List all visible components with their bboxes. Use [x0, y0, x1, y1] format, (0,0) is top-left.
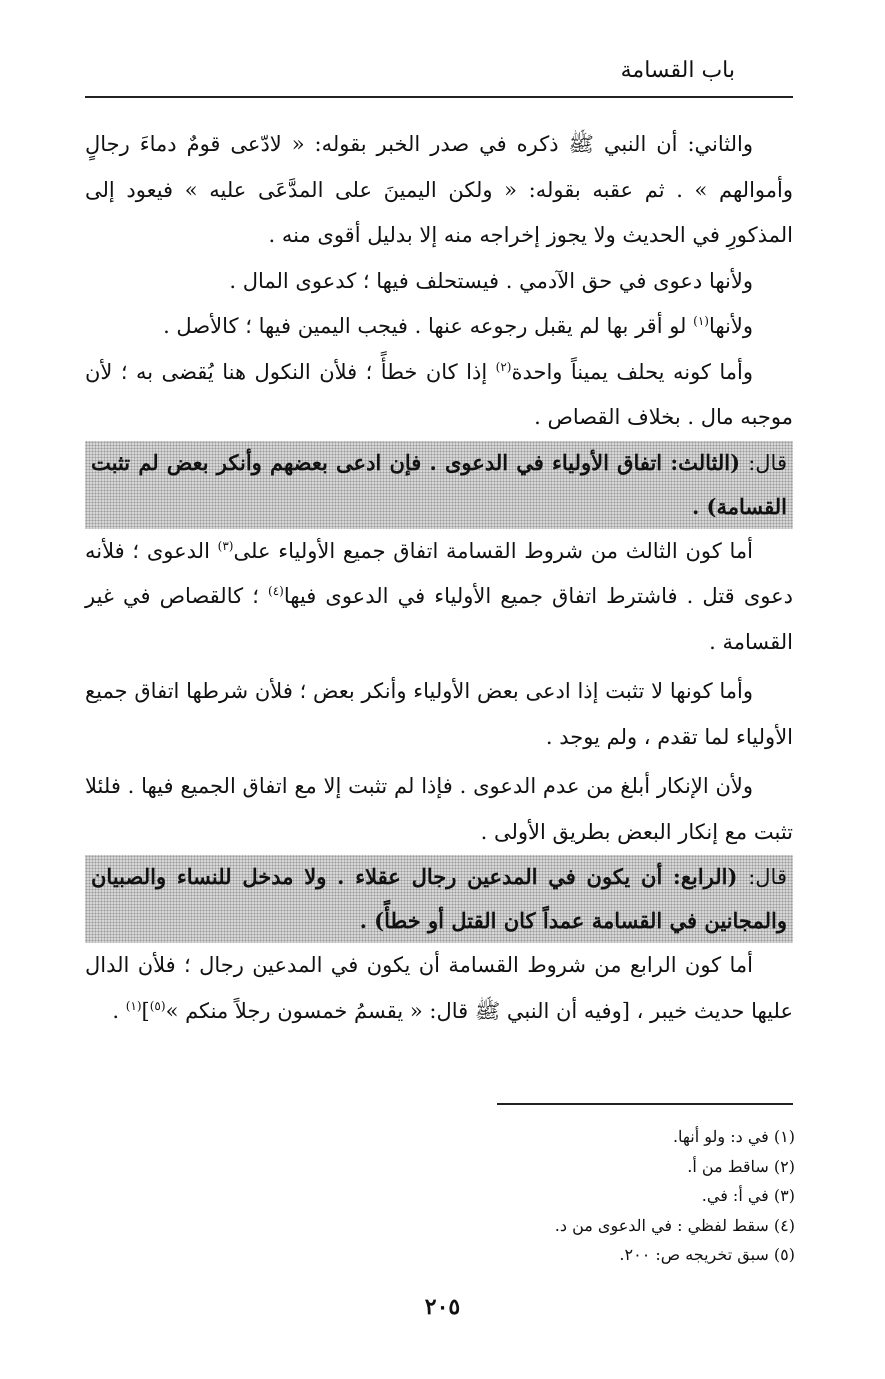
footnote-rule — [497, 1103, 793, 1105]
footnotes — [295, 1122, 795, 1270]
paragraph-second-reason: والثاني: أن النبي ﷺ ذكره في صدر الخبر بقوله: « لادّعى قومٌ دماءَ رجالٍ وأموالهم » . ثم عقبه بقوله: « ولكن اليمينَ على المدَّعَى عليه » فيعود إلى المذكورِ في الحديث ولا يجوز إخراجه منه إلا بدليل أقوى منه . — [85, 132, 793, 247]
running-title: باب القسامة — [620, 58, 735, 83]
matn-quote-fourth: قال: (الرابع: أن يكون في المدعين رجال عقلاء . ولا مدخل للنساء والصبيان والمجانين في القسامة عمداً كان القتل أو خطأً) . — [85, 855, 793, 943]
footnote-ref-1b: (١) — [125, 998, 142, 1013]
paragraph-fourth-condition: أما كون الرابع من شروط القسامة أن يكون في المدعين رجال ؛ فلأن الدال عليها حديث خيبر ، [وفيه أن النبي ﷺ قال: « يقسمُ خمسون رجلاً منكم »$^{(٥)}$]$^{(١)}$ . — [85, 953, 793, 1023]
footnote-1: (١) في د: ولو أنها. — [672, 1127, 795, 1146]
header-rule — [85, 96, 793, 98]
paragraph-claim-human-right: ولأنها دعوى في حق الآدمي . فيستحلف فيها ؛ كدعوى المال . — [229, 268, 753, 293]
footnote-5: (٥) سبق تخريجه ص: ٢٠٠. — [619, 1245, 795, 1264]
paragraph-single-oath: وأما كونه يحلف يميناً واحدة$^{(٢)}$ إذا كان خطأً ؛ فلأن النكول هنا يُقضى به ؛ لأن موجبه مال . بخلاف القصاص . — [85, 359, 793, 429]
footnote-ref-3: (٣) — [217, 538, 234, 553]
page-number: ٢٠٥ — [424, 1294, 461, 1320]
paragraph-partial-claim: وأما كونها لا تثبت إذا ادعى بعض الأولياء وأنكر بعض ؛ فلأن شرطها اتفاق جميع الأولياء لما تقدم ، ولم يوجد . — [85, 679, 793, 749]
paragraph-third-condition: أما كون الثالث من شروط القسامة اتفاق جميع الأولياء على$^{(٣)}$ الدعوى ؛ فلأنه دعوى قتل . فاشترط اتفاق جميع الأولياء في الدعوى فيها$^{(٤)}$ ؛ كالقصاص في غير القسامة . — [85, 538, 793, 654]
footnote-ref-5: (٥) — [149, 998, 166, 1013]
footnote-ref-4: (٤) — [268, 584, 284, 598]
footnote-3: (٣) في أ: في. — [701, 1186, 795, 1205]
footnote-2: (٢) ساقط من أ. — [687, 1156, 795, 1176]
footnote-ref-1: (١) — [693, 314, 709, 328]
main-text — [85, 122, 793, 1034]
paragraph-denial: ولأن الإنكار أبلغ من عدم الدعوى . فإذا لم تثبت إلا مع اتفاق الجميع فيها . فلئلا تثبت مع إنكار البعض بطريق الأولى . — [85, 774, 793, 844]
footnote-ref-2: (٢) — [495, 359, 512, 374]
paragraph-admission: ولأنها$^{(١)}$ لو أقر بها لم يقبل رجوعه عنها . فيجب اليمين فيها ؛ كالأصل . — [163, 314, 753, 338]
matn-quote-third: قال: (الثالث: اتفاق الأولياء في الدعوى . فإن ادعى بعضهم وأنكر بعض لم تثبت القسامة) . — [85, 441, 793, 529]
footnote-4: (٤) سقط لفظي : في الدعوى من د. — [554, 1215, 795, 1235]
